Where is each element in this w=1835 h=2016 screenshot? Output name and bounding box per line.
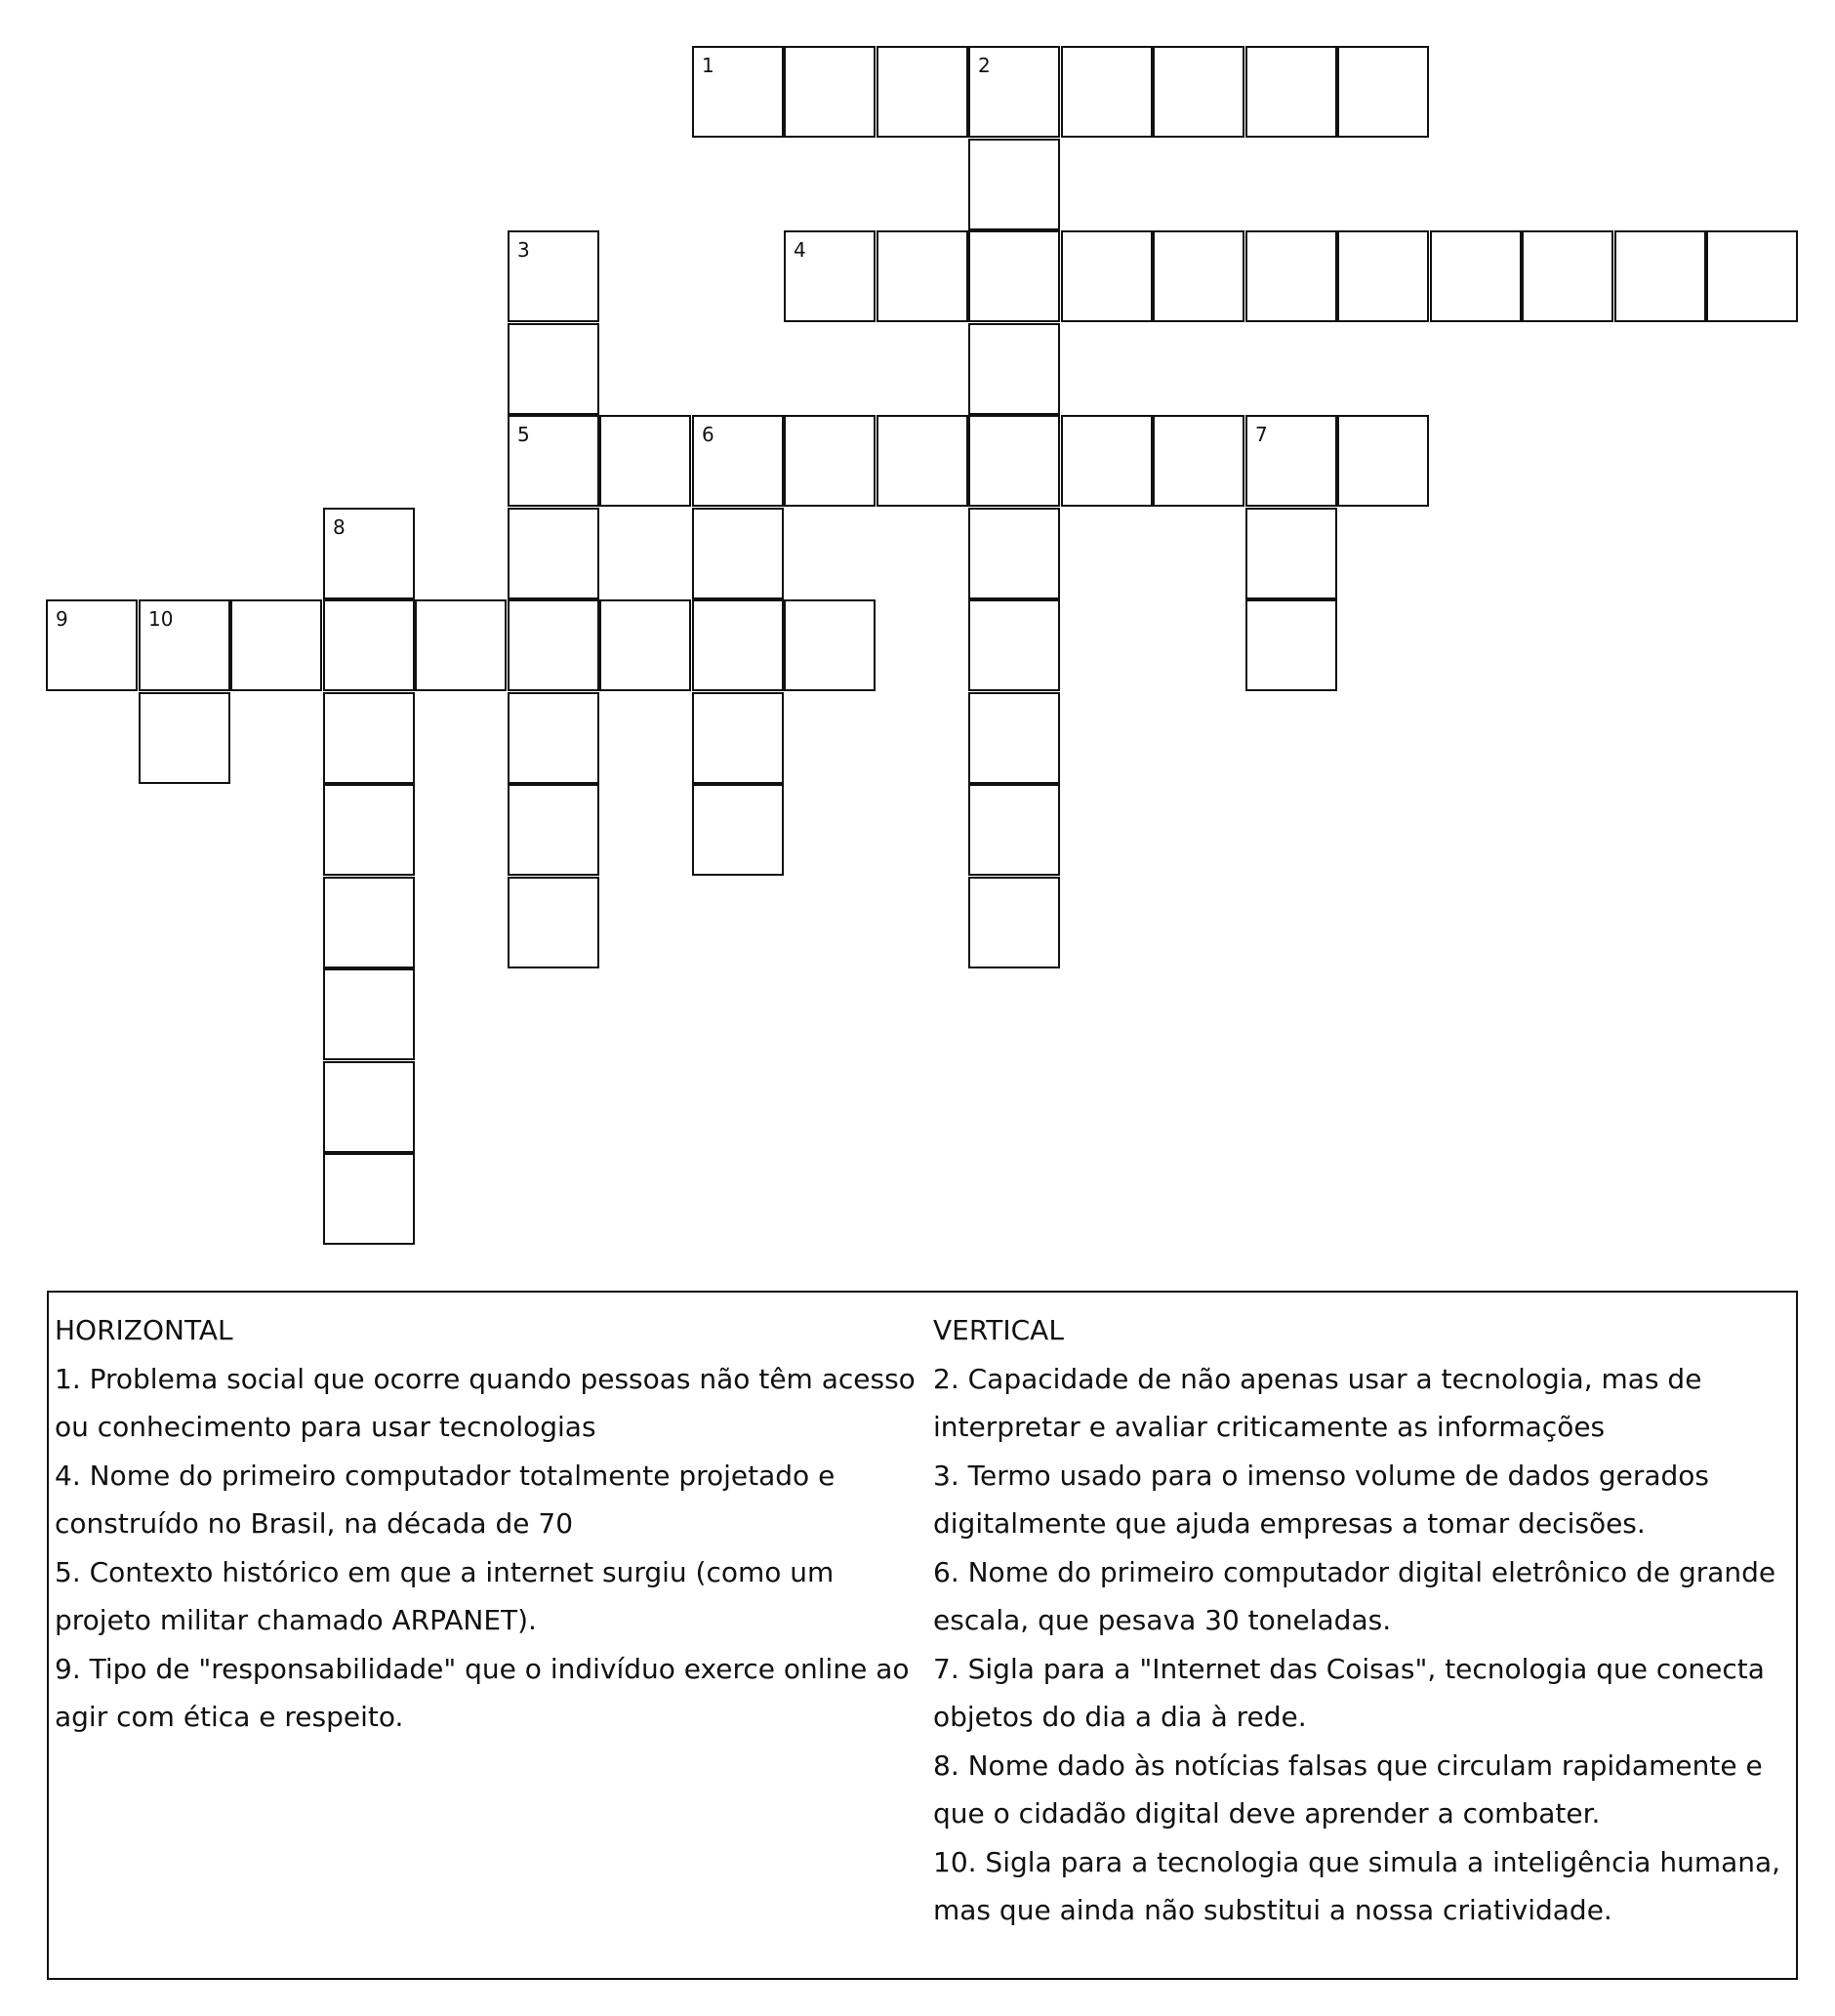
crossword-cell[interactable] xyxy=(508,508,599,599)
crossword-cell[interactable] xyxy=(323,692,415,784)
crossword-cell[interactable] xyxy=(968,784,1060,876)
crossword-cell[interactable] xyxy=(139,692,230,784)
crossword-cell[interactable] xyxy=(692,784,784,876)
clue-3: 3. Termo usado para o imenso volume de dados gerados digitalmente que ajuda empresas a tomar decisões. xyxy=(933,1459,1710,1540)
crossword-cell[interactable] xyxy=(1153,415,1244,507)
clue-number: 6 xyxy=(702,423,714,446)
crossword-cell[interactable] xyxy=(1614,230,1706,322)
crossword-cell[interactable] xyxy=(323,1153,415,1245)
crossword-cell[interactable] xyxy=(968,415,1060,507)
crossword-cell[interactable] xyxy=(1337,230,1429,322)
crossword-cell[interactable] xyxy=(692,46,784,138)
crossword-cell[interactable] xyxy=(877,415,968,507)
crossword-cell[interactable] xyxy=(968,139,1060,230)
crossword-cell[interactable] xyxy=(508,877,599,968)
crossword-cell[interactable] xyxy=(599,415,691,507)
crossword-cell[interactable] xyxy=(1706,230,1798,322)
crossword-cell[interactable] xyxy=(692,692,784,784)
clue-number: 4 xyxy=(794,238,806,262)
crossword-cell[interactable] xyxy=(1245,599,1337,691)
crossword-cell[interactable] xyxy=(508,415,599,507)
vertical-clues xyxy=(933,1306,1792,1935)
crossword-cell[interactable] xyxy=(1337,415,1429,507)
crossword-cell[interactable] xyxy=(877,230,968,322)
crossword-cell[interactable] xyxy=(1153,230,1244,322)
crossword-cell[interactable] xyxy=(1153,46,1244,138)
horizontal-clues xyxy=(55,1306,933,1742)
crossword-cell[interactable] xyxy=(877,46,968,138)
crossword-cell[interactable] xyxy=(968,877,1060,968)
clue-6: 6. Nome do primeiro computador digital eletrônico de grande escala, que pesava 30 toneladas. xyxy=(933,1555,1776,1636)
crossword-cell[interactable] xyxy=(968,599,1060,691)
crossword-cell[interactable] xyxy=(1245,508,1337,599)
crossword-cell[interactable] xyxy=(784,230,876,322)
clue-1: 1. Problema social que ocorre quando pessoas não têm acesso ou conhecimento para usar tecnologias xyxy=(55,1362,916,1443)
crossword-cell[interactable] xyxy=(323,599,415,691)
horizontal-heading: HORIZONTAL xyxy=(55,1314,233,1346)
crossword-cell[interactable] xyxy=(784,599,876,691)
crossword-cell[interactable] xyxy=(968,46,1060,138)
crossword-cell[interactable] xyxy=(1245,230,1337,322)
clue-number: 3 xyxy=(517,238,530,262)
crossword-cell[interactable] xyxy=(323,1061,415,1153)
clue-5: 5. Contexto histórico em que a internet surgiu (como um projeto militar chamado ARPANET). xyxy=(55,1555,835,1636)
clue-10: 10. Sigla para a tecnologia que simula a inteligência humana, mas que ainda não substitui a nossa criatividade. xyxy=(933,1845,1781,1926)
clue-7: 7. Sigla para a "Internet das Coisas", tecnologia que conecta objetos do dia a dia à rede. xyxy=(933,1652,1765,1733)
clue-number: 9 xyxy=(56,607,68,631)
crossword-cell[interactable] xyxy=(1522,230,1613,322)
clue-9: 9. Tipo de "responsabilidade" que o indivíduo exerce online ao agir com ética e respeito. xyxy=(55,1652,910,1733)
crossword-cell[interactable] xyxy=(323,508,415,599)
crossword-cell[interactable] xyxy=(230,599,322,691)
crossword-cell[interactable] xyxy=(323,784,415,876)
clue-2: 2. Capacidade de não apenas usar a tecnologia, mas de interpretar e avaliar criticamente as informações xyxy=(933,1362,1702,1443)
clues-box xyxy=(47,1291,1798,1980)
clue-number: 7 xyxy=(1255,423,1268,446)
crossword-cell[interactable] xyxy=(1245,415,1337,507)
crossword-cell[interactable] xyxy=(1245,46,1337,138)
clue-number: 5 xyxy=(517,423,530,446)
crossword-cell[interactable] xyxy=(1430,230,1522,322)
crossword-cell[interactable] xyxy=(323,968,415,1060)
crossword-cell[interactable] xyxy=(508,230,599,322)
crossword-cell[interactable] xyxy=(1061,415,1153,507)
crossword-cell[interactable] xyxy=(508,692,599,784)
crossword-cell[interactable] xyxy=(968,230,1060,322)
crossword-cell[interactable] xyxy=(508,784,599,876)
crossword-cell[interactable] xyxy=(323,877,415,968)
crossword-cell[interactable] xyxy=(692,599,784,691)
crossword-cell[interactable] xyxy=(968,323,1060,415)
crossword-cell[interactable] xyxy=(599,599,691,691)
crossword-cell[interactable] xyxy=(1061,46,1153,138)
crossword-cell[interactable] xyxy=(692,415,784,507)
crossword-cell[interactable] xyxy=(968,508,1060,599)
crossword-cell[interactable] xyxy=(139,599,230,691)
crossword-cell[interactable] xyxy=(784,46,876,138)
clue-number: 1 xyxy=(702,54,714,77)
crossword-cell[interactable] xyxy=(968,692,1060,784)
clue-number: 10 xyxy=(148,607,174,631)
crossword-cell[interactable] xyxy=(415,599,507,691)
crossword-cell[interactable] xyxy=(46,599,138,691)
clue-number: 8 xyxy=(333,515,346,539)
crossword-cell[interactable] xyxy=(1061,230,1153,322)
clue-4: 4. Nome do primeiro computador totalmente projetado e construído no Brasil, na década de 70 xyxy=(55,1459,836,1540)
vertical-heading: VERTICAL xyxy=(933,1314,1064,1346)
crossword-cell[interactable] xyxy=(692,508,784,599)
crossword-cell[interactable] xyxy=(784,415,876,507)
crossword-cell[interactable] xyxy=(508,323,599,415)
clue-8: 8. Nome dado às notícias falsas que circulam rapidamente e que o cidadão digital deve aprender a combater. xyxy=(933,1749,1763,1830)
clue-number: 2 xyxy=(978,54,991,77)
crossword-cell[interactable] xyxy=(508,599,599,691)
crossword-cell[interactable] xyxy=(1337,46,1429,138)
